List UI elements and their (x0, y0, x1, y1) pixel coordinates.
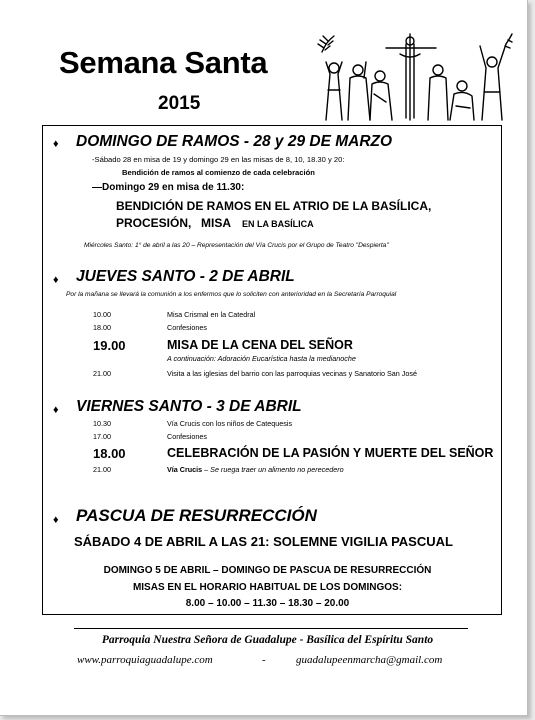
miercoles-santo-line: Miércoles Santo: 1° de abril a las 20 – Representación del Vía Crucis por el Grupo de Teatro "Despierta" (84, 242, 389, 249)
jueves-event: A continuación: Adoración Eucarística hasta la medianoche (167, 354, 356, 363)
footer-email[interactable]: guadalupeenmarcha@gmail.com (296, 654, 443, 666)
section-title-viernes: VIERNES SANTO - 3 DE ABRIL (76, 398, 302, 415)
pascua-domingo: DOMINGO 5 DE ABRIL – DOMINGO DE PASCUA DE RESURRECCIÓN (103, 565, 432, 576)
jueves-time: 18.00 (93, 323, 111, 332)
viernes-event-bold: Vía Crucis (167, 465, 203, 474)
jueves-time: 10.00 (93, 310, 111, 319)
viernes-time: 21.00 (93, 465, 111, 474)
viernes-event-rest: – Se ruega traer un alimento no perecedero (202, 465, 344, 474)
ramos-line-2: Bendición de ramos al comienzo de cada celebración (122, 168, 315, 177)
bullet-icon: ♦ (53, 404, 59, 416)
bullet-icon: ♦ (53, 138, 59, 150)
footer-separator: - (262, 654, 266, 666)
ramos-line-5a: PROCESIÓN, (116, 216, 192, 230)
jueves-event: Visita a las iglesias del barrio con las parroquias vecinas y Sanatorio San José (167, 369, 417, 378)
bullet-icon: ♦ (53, 514, 59, 526)
jueves-time: 19.00 (93, 338, 126, 353)
viernes-time: 10.30 (93, 419, 111, 428)
jueves-time: 21.00 (93, 369, 111, 378)
ramos-line-1: -Sábado 28 en misa de 19 y domingo 29 en las misas de 8, 10, 18.30 y 20: (92, 155, 345, 164)
viernes-event: Confesiones (167, 432, 207, 441)
holy-week-illustration (314, 32, 514, 124)
viernes-time: 18.00 (93, 446, 126, 461)
pascua-misas: MISAS EN EL HORARIO HABITUAL DE LOS DOMINGOS: (132, 582, 403, 593)
ramos-line-4: BENDICIÓN DE RAMOS EN EL ATRIO DE LA BASÍLICA, (116, 199, 432, 213)
section-title-jueves: JUEVES SANTO - 2 DE ABRIL (76, 268, 295, 285)
section-title-pascua: PASCUA DE RESURRECCIÓN (76, 506, 317, 525)
viernes-event: CELEBRACIÓN DE LA PASIÓN Y MUERTE DEL SEÑOR (167, 446, 494, 460)
page-year: 2015 (158, 93, 201, 114)
footer-parish: Parroquia Nuestra Señora de Guadalupe - Basílica del Espíritu Santo (101, 634, 434, 646)
ramos-line-5c: EN LA BASÍLICA (242, 219, 314, 229)
bullet-icon: ♦ (53, 274, 59, 286)
ramos-line-3: —Domingo 29 en misa de 11.30: (92, 182, 245, 193)
jueves-event: Misa Crismal en la Catedral (167, 310, 256, 319)
pascua-sabado: SÁBADO 4 DE ABRIL A LAS 21: SOLEMNE VIGILIA PASCUAL (74, 534, 453, 549)
footer-divider (74, 628, 468, 629)
jueves-event: Confesiones (167, 323, 207, 332)
ramos-line-5b: MISA (201, 216, 231, 230)
pascua-horarios: 8.00 – 10.00 – 11.30 – 18.30 – 20.00 (185, 598, 350, 609)
page-title: Semana Santa (59, 45, 268, 80)
jueves-event: MISA DE LA CENA DEL SEÑOR (167, 338, 353, 352)
jueves-note: Por la mañana se llevará la comunión a los enfermos que lo soliciten con anterioridad en la Secretaría Parroquial (66, 291, 397, 298)
viernes-event: Vía Crucis con los niños de Catequesis (167, 419, 293, 428)
section-title-ramos: DOMINGO DE RAMOS - 28 y 29 DE MARZO (76, 133, 393, 150)
viernes-time: 17.00 (93, 432, 111, 441)
footer-website[interactable]: www.parroquiaguadalupe.com (77, 654, 213, 666)
viernes-event (167, 465, 344, 474)
